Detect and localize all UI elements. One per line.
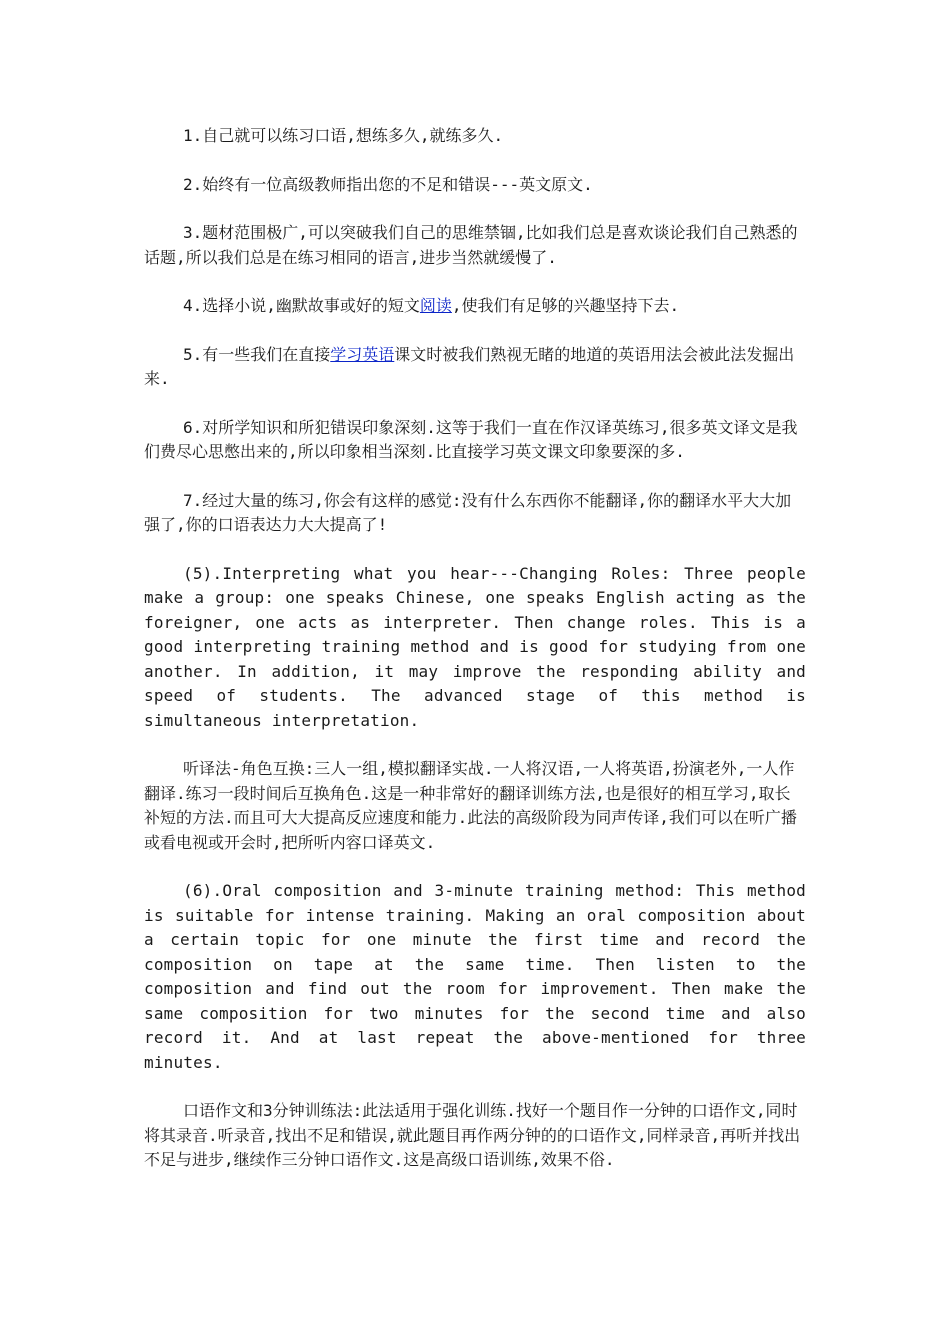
paragraph-10-english: (6).Oral composition and 3-minute training method: This method is suitable for intense training. Making an oral composition about a certain topic for one minute the first time and record the composition on tape at the same time. Then listen to the composition and find out the room for improvement. Then make the same composition for two minutes for the second time and also record it. And at last repeat the above-mentioned for three minutes. — [144, 881, 806, 1072]
paragraph-4 — [144, 294, 806, 319]
learn-english-link[interactable]: 学习英语 — [330, 344, 395, 364]
document-body — [144, 124, 806, 1197]
paragraph-5-text-after: 课文时被我们熟视无睹的地道的英语用法会被此法发掘出来. — [144, 344, 795, 388]
paragraph-4-text-before: 4.选择小说,幽默故事或好的短文 — [183, 296, 420, 315]
paragraph-1: 1.自己就可以练习口语,想练多久,就练多久. — [183, 126, 504, 145]
paragraph-5-text-before: 5.有一些我们在直接 — [183, 344, 331, 364]
paragraph-3: 3.题材范围极广,可以突破我们自己的思维禁锢,比如我们总是喜欢谈论我们自己熟悉的话题,所以我们总是在练习相同的语言,进步当然就缓慢了. — [144, 223, 798, 267]
paragraph-4-text-after: ,使我们有足够的兴趣坚持下去. — [451, 296, 680, 315]
paragraph-8-english: (5).Interpreting what you hear---Changing Roles: Three people make a group: one speaks Chinese, one speaks English acting as the foreigner, one acts as interpreter. Then change roles. This is a good interpreting training method and is good for studying from one another. In addition, it may improve the responding ability and speed of students. The advanced stage of this method is simultaneous interpretation. — [144, 563, 806, 730]
paragraph-9: 听译法-角色互换:三人一组,模拟翻译实战.一人将汉语,一人将英语,扮演老外,一人作翻译.练习一段时间后互换角色.这是一种非常好的翻译训练方法,也是很好的相互学习,取长补短的方法.而且可大大提高反应速度和能力.此法的高级阶段为同声传译,我们可以在听广播或看电视或开会时,把所听内容口译英文. — [144, 759, 797, 852]
paragraph-11: 口语作文和3分钟训练法:此法适用于强化训练.找好一个题目作一分钟的口语作文,同时将其录音.听录音,找出不足和错误,就此题目再作两分钟的的口语作文,同样录音,再听并找出不足与进步,继续作三分钟口语作文.这是高级口语训练,效果不俗. — [144, 1101, 801, 1169]
paragraph-2: 2.始终有一位高级教师指出您的不足和错误---英文原文. — [183, 174, 593, 194]
paragraph-5 — [144, 343, 806, 392]
reading-link[interactable]: 阅读 — [419, 296, 452, 315]
paragraph-7: 7.经过大量的练习,你会有这样的感觉:没有什么东西你不能翻译,你的翻译水平大大加强了,你的口语表达力大大提高了! — [144, 490, 792, 534]
paragraph-6: 6.对所学知识和所犯错误印象深刻.这等于我们一直在作汉译英练习,很多英文译文是我们费尽心思憋出来的,所以印象相当深刻.比直接学习英文课文印象要深的多. — [144, 417, 798, 461]
